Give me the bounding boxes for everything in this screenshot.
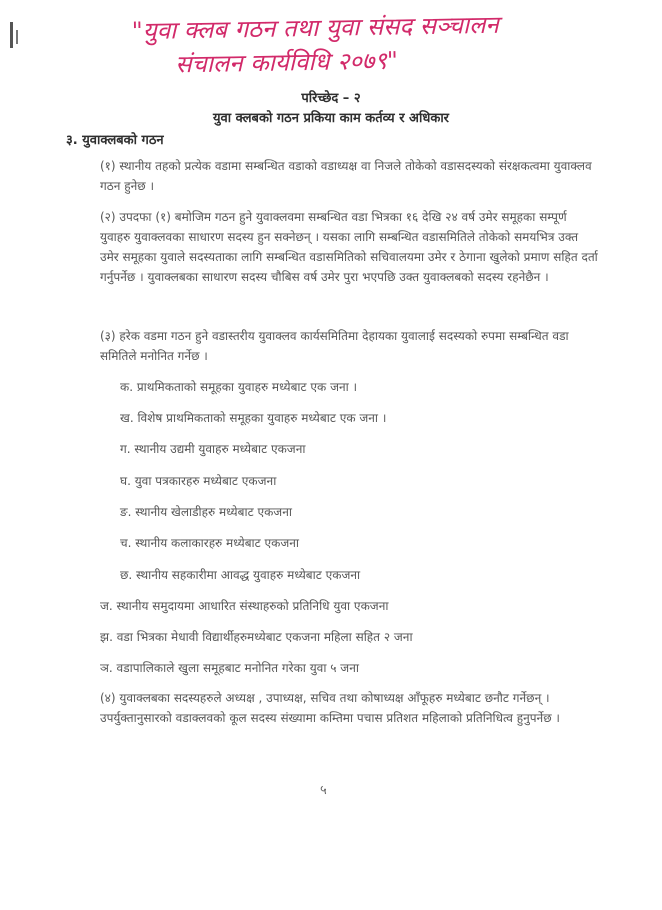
section-heading: ३. युवाक्लबको गठन [66,133,164,148]
paragraph-3: (३) हरेक वडमा गठन हुने वडास्तरीय युवाक्लव कार्यसमितिमा देहायका युवालाई सदस्यको रुपमा सम्बन्धित वडा समितिले मनोनित गर्नेछ । [100,329,569,363]
chapter-label: परिच्छेद – २ [301,91,361,106]
member-item: ञ. वडापालिकाले खुला समूहबाट मनोनित गरेका युवा ५ जना [100,661,359,675]
handwritten-title-line1: "युवा क्लब गठन तथा युवा संसद सञ्चालन [131,10,499,46]
member-item: क. प्राथमिकताको समूहका युवाहरु मध्येबाट एक जना । [120,380,358,394]
member-item: ज. स्थानीय समुदायमा आधारित संस्थाहरुको प्रतिनिधि युवा एकजना [100,599,389,613]
member-item: च. स्थानीय कलाकारहरु मध्येबाट एकजना [120,536,300,550]
page-number: ५ [320,783,327,798]
member-item: ख. विशेष प्राथमिकताको समूहका युवाहरु मध्येबाट एक जना । [120,411,387,425]
handwritten-title-line2: संचालन कार्यविधि २०७९" [175,46,399,79]
paragraph-2: (२) उपदफा (१) बमोजिम गठन हुने युवाक्लवमा सम्बन्धित वडा भित्रका १६ देखि २४ वर्ष उमेर समूहका सम्पूर्ण युवाहरु युवाक्लवका साधारण सदस्य हुन सक्नेछन् । यसका लागि सम्बन्धित वडासमितिले तोकेको समयभित्र उक्त उमेर समूहका युवाले सदस्यताका लागि सम्बन्धित वडासमितिको सचिवालयमा उमेर र ठेगाना खुलेको प्रमाण सहित दर्ता गर्नुपर्नेछ । युवाक्लबका साधारण सदस्य चौबिस वर्ष उमेर पुरा भएपछि उक्त युवाक्लबको सदस्य रहनेछैन । [100,210,598,284]
member-item: झ. वडा भित्रका मेधावी विद्यार्थीहरुमध्येबाट एकजना महिला सहित २ जना [100,630,413,644]
chapter-title: युवा क्लबको गठन प्रकिया काम कर्तव्य र अधिकार [212,111,449,126]
margin-mark [16,30,18,44]
member-item: छ. स्थानीय सहकारीमा आवद्ध युवाहरु मध्येबाट एकजना [120,568,361,582]
member-item: ङ. स्थानीय खेलाडीहरु मध्येबाट एकजना [120,505,292,519]
member-item: घ. युवा पत्रकारहरु मध्येबाट एकजना [120,474,277,488]
member-item: ग. स्थानीय उद्यमी युवाहरु मध्येबाट एकजना [120,442,306,456]
handwritten-title [119,6,620,83]
paragraph-4: (४) युवाक्लबका सदस्यहरुले अध्यक्ष , उपाध्यक्ष, सचिव तथा कोषाध्यक्ष आँफूहरु मध्येबाट छनौट गर्नेछन् । उपर्युक्तानुसारको वडाक्लवको कूल सदस्य संख्यामा कम्तिमा पचास प्रतिशत महिलाको प्रतिनिधित्व हुनुपर्नेछ । [100,691,560,725]
paragraph-1: (१) स्थानीय तहको प्रत्येक वडामा सम्बन्धित वडाको वडाध्यक्ष वा निजले तोकेको वडासदस्यको संरक्षकत्वमा युवाक्लव गठन हुनेछ । [100,159,592,193]
margin-mark [10,22,13,48]
